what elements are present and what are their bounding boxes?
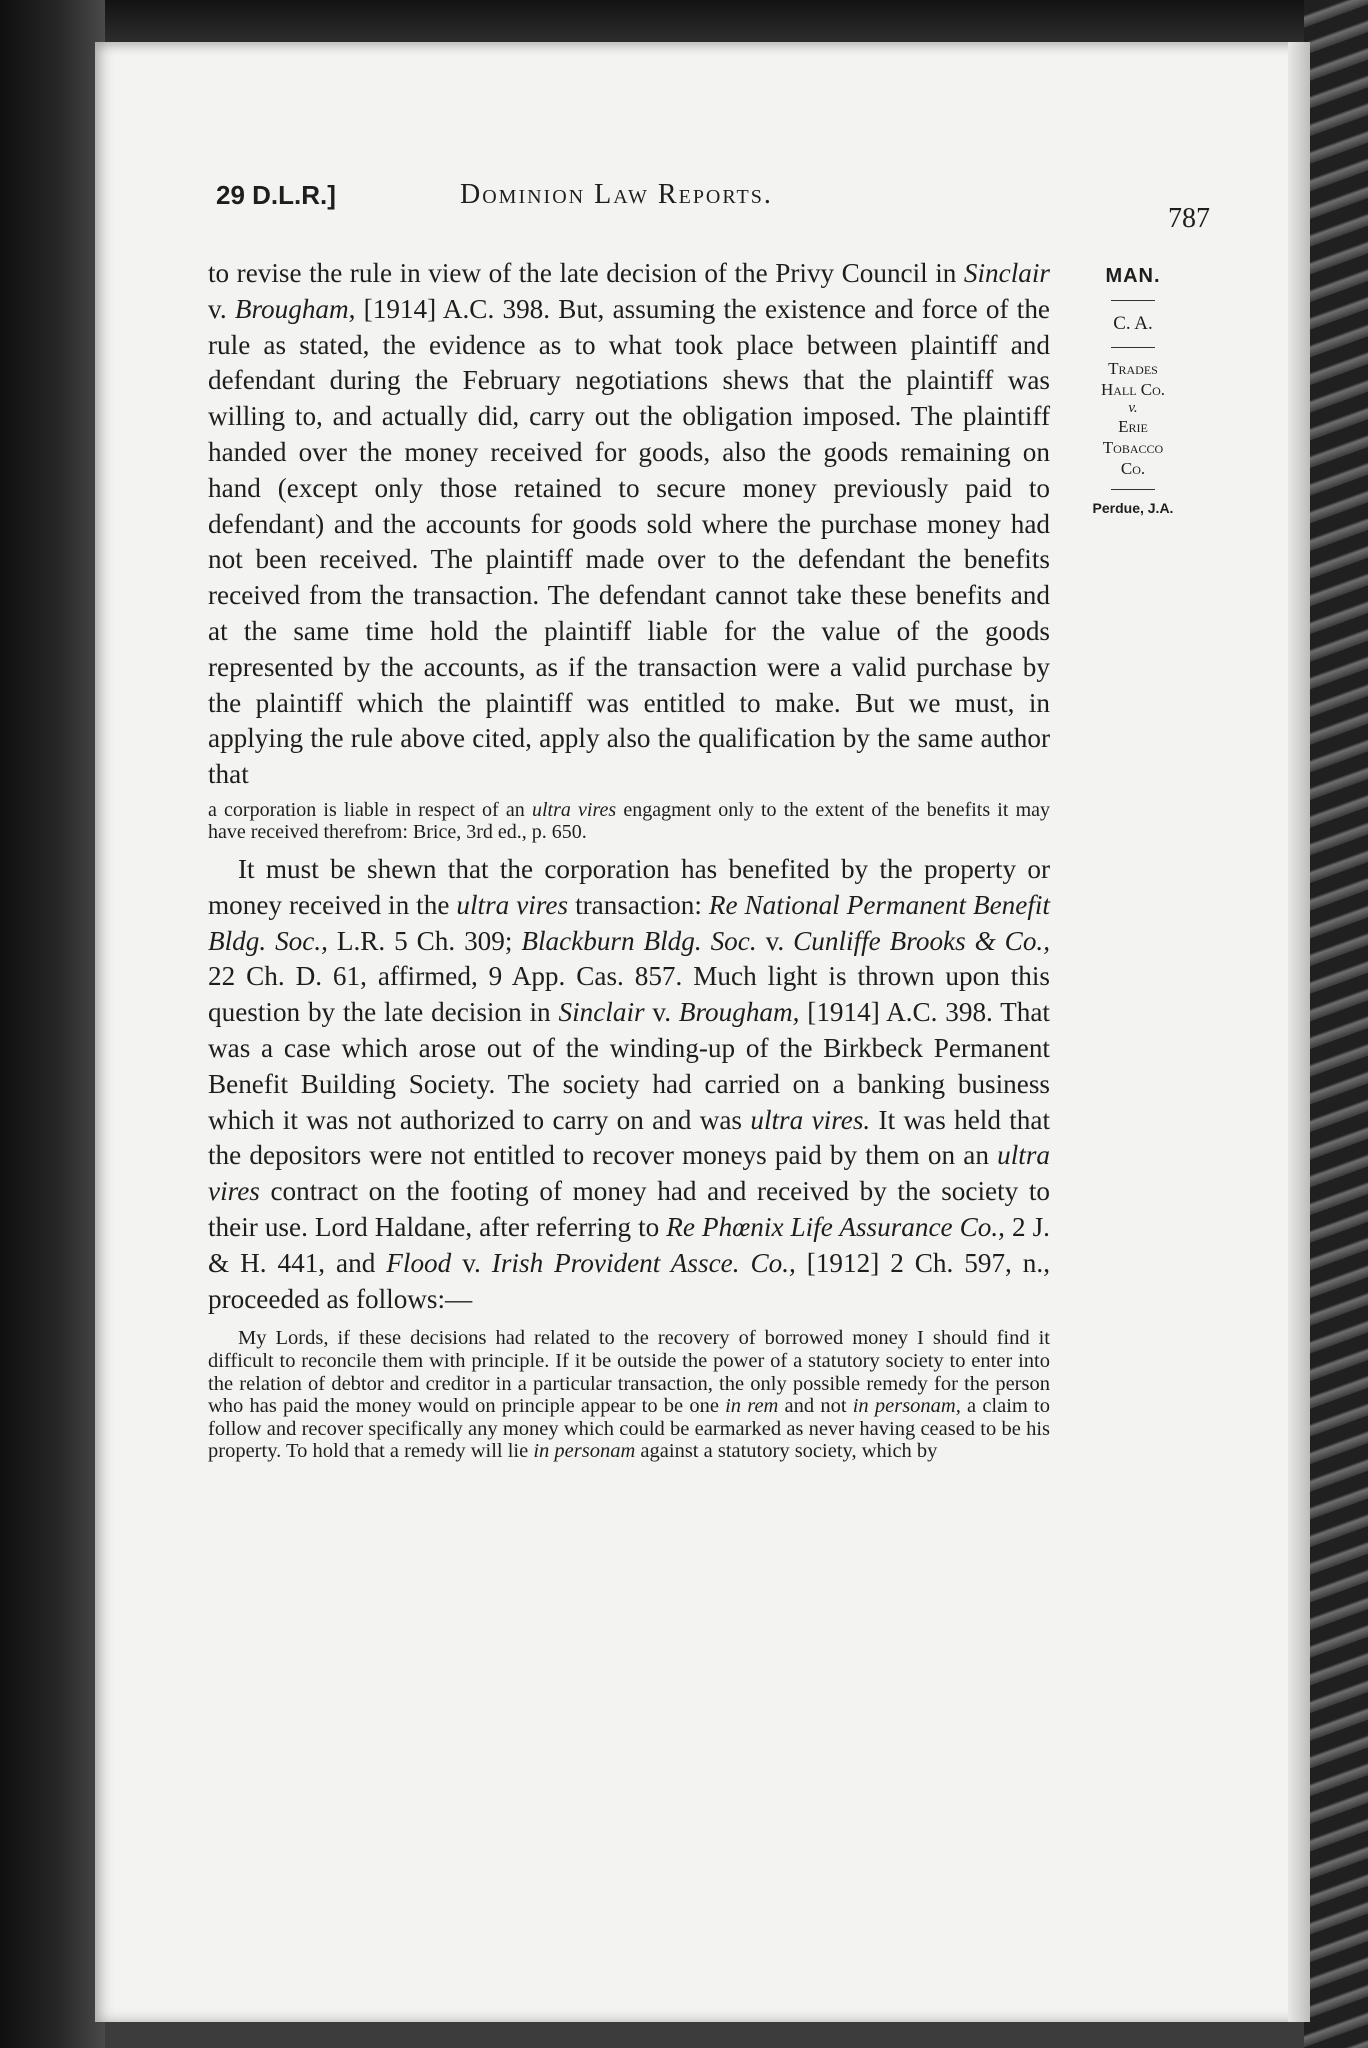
latin-term: ultra vires [456,889,569,920]
latin-term: ultra vires [531,798,617,821]
latin-term: ultra vires [208,1140,1050,1207]
scan-border-right [1304,0,1368,2048]
text-run: [1912] 2 Ch. 597, n., proceeded as follows:— [208,1247,1050,1314]
paragraph-2 [208,852,1050,1317]
case-name: Re Phœnix Life Assurance Co., [666,1211,1005,1242]
text-run: a claim to follow and recover specifically any money which could be earmarked as never having ceased to be his property. To hold that a remedy will lie [208,1395,1050,1463]
text-run: v. [644,997,679,1028]
text-run: transaction: [568,889,709,920]
text-run: v. [756,925,794,956]
text-run: against a statutory society, which by [635,1440,938,1463]
court-division: C. A. [1113,313,1153,334]
party-2-line-1: Erie [1118,417,1148,436]
party-2-line-3: Co. [1120,459,1146,478]
text-run: to revise the rule in view of the late decision of the Privy Council in [208,258,964,288]
text-run: 2 J. & H. 441, and [208,1211,1050,1278]
paragraph-1 [208,256,1050,793]
case-name: Sinclair [963,258,1050,288]
text-run: a corporation is liable in respect of an [208,798,532,821]
latin-term: in personam, [852,1395,961,1418]
party-2-line-2: Tobacco [1102,438,1164,457]
versus: v. [1128,400,1138,416]
text-run: v. [208,293,235,324]
text-run: engagment only to the extent of the benefits it may have received therefrom: Brice, 3rd ed., p. 650. [208,798,1051,844]
running-head-title: Dominion Law Reports. [460,179,773,210]
case-name: Irish Provident Assce. Co., [491,1247,796,1278]
case-name: Brougham, [678,997,800,1028]
latin-term: in personam [533,1440,636,1463]
running-head-volume: 29 D.L.R.] [216,180,336,210]
page-edge [1288,42,1310,2022]
text-run: [1914] A.C. 398. That was a case which arose out of the winding-up of the Birkbeck Permanent Benefit Building Society. The society had carried on a banking business which it was not authorized to carry on and was [208,997,1050,1135]
case-name: Flood [386,1247,452,1278]
scan-border-left [0,0,105,2048]
party-1-line-1: Trades [1108,359,1158,378]
latin-term: ultra vires. [750,1104,871,1135]
judge-name: Perdue, J.A. [1092,500,1174,516]
case-name: Cunliffe Brooks & Co., [793,925,1051,956]
main-text [208,256,1050,1463]
case-name: Sinclair [558,997,645,1028]
text-run: L.R. 5 Ch. 309; [327,925,522,956]
divider [1111,300,1155,301]
text-run: and not [778,1395,853,1418]
page-number: 787 [1168,203,1210,234]
margin-note [1078,265,1188,516]
text-run: contract on the footing of money had and received by the society to their use. Lord Haldane, after referring to [208,1176,1050,1242]
text-run: My Lords, if these decisions had related to the recovery of borrowed money I should find it difficult to reconcile them with principle. If it be outside the power of a statutory society to enter into the relation of debtor and creditor in a particular transaction, the only possible remedy for the person who has paid the money would on principle appear to be one [208,1327,1050,1418]
case-name: Brougham, [234,293,356,324]
divider [1111,489,1155,490]
quotation-2 [208,1327,1050,1463]
latin-term: in rem [725,1395,779,1418]
text-run: [1914] A.C. 398. But, assuming the existence and force of the rule as stated, the evidence as to what took place between plaintiff and defendant during the February negotiations shews that the plaintiff was willing to, and actually did, carry out the obligation imposed. The plaintiff handed over the money received for goods, also the goods remaining on hand (except only those retained to secure money previously paid to defendant) and the accounts for goods sold where the purchase money had not been received. The plaintiff made over to the defendant the benefits received from the transaction. The defendant cannot take these benefits and at the same time hold the plaintiff liable for the value of the goods represented by the accounts, as if the transaction were a valid purchase by the plaintiff which the plaintiff was entitled to make. But we must, in applying the rule above cited, apply also the qualification by the same author that [208,293,1050,790]
case-name: Blackburn Bldg. Soc. [521,925,757,956]
text-run: It was held that the depositors were not entitled to recover moneys paid by them on an [208,1104,1051,1171]
text-run: 22 Ch. D. 61, affirmed, 9 App. Cas. 857. Much light is thrown upon this question by the late decision in [208,961,1050,1028]
scan-border-top [0,0,1368,46]
court-province: MAN. [1105,265,1161,287]
party-1-line-2: Hall Co. [1100,380,1166,399]
text-run: v. [451,1247,492,1278]
case-name: Re National Permanent Benefit Bldg. Soc., [208,889,1050,956]
text-run: It must be shewn that the corporation has benefited by the property or money received in the [208,853,1050,920]
quotation-1 [208,799,1050,844]
